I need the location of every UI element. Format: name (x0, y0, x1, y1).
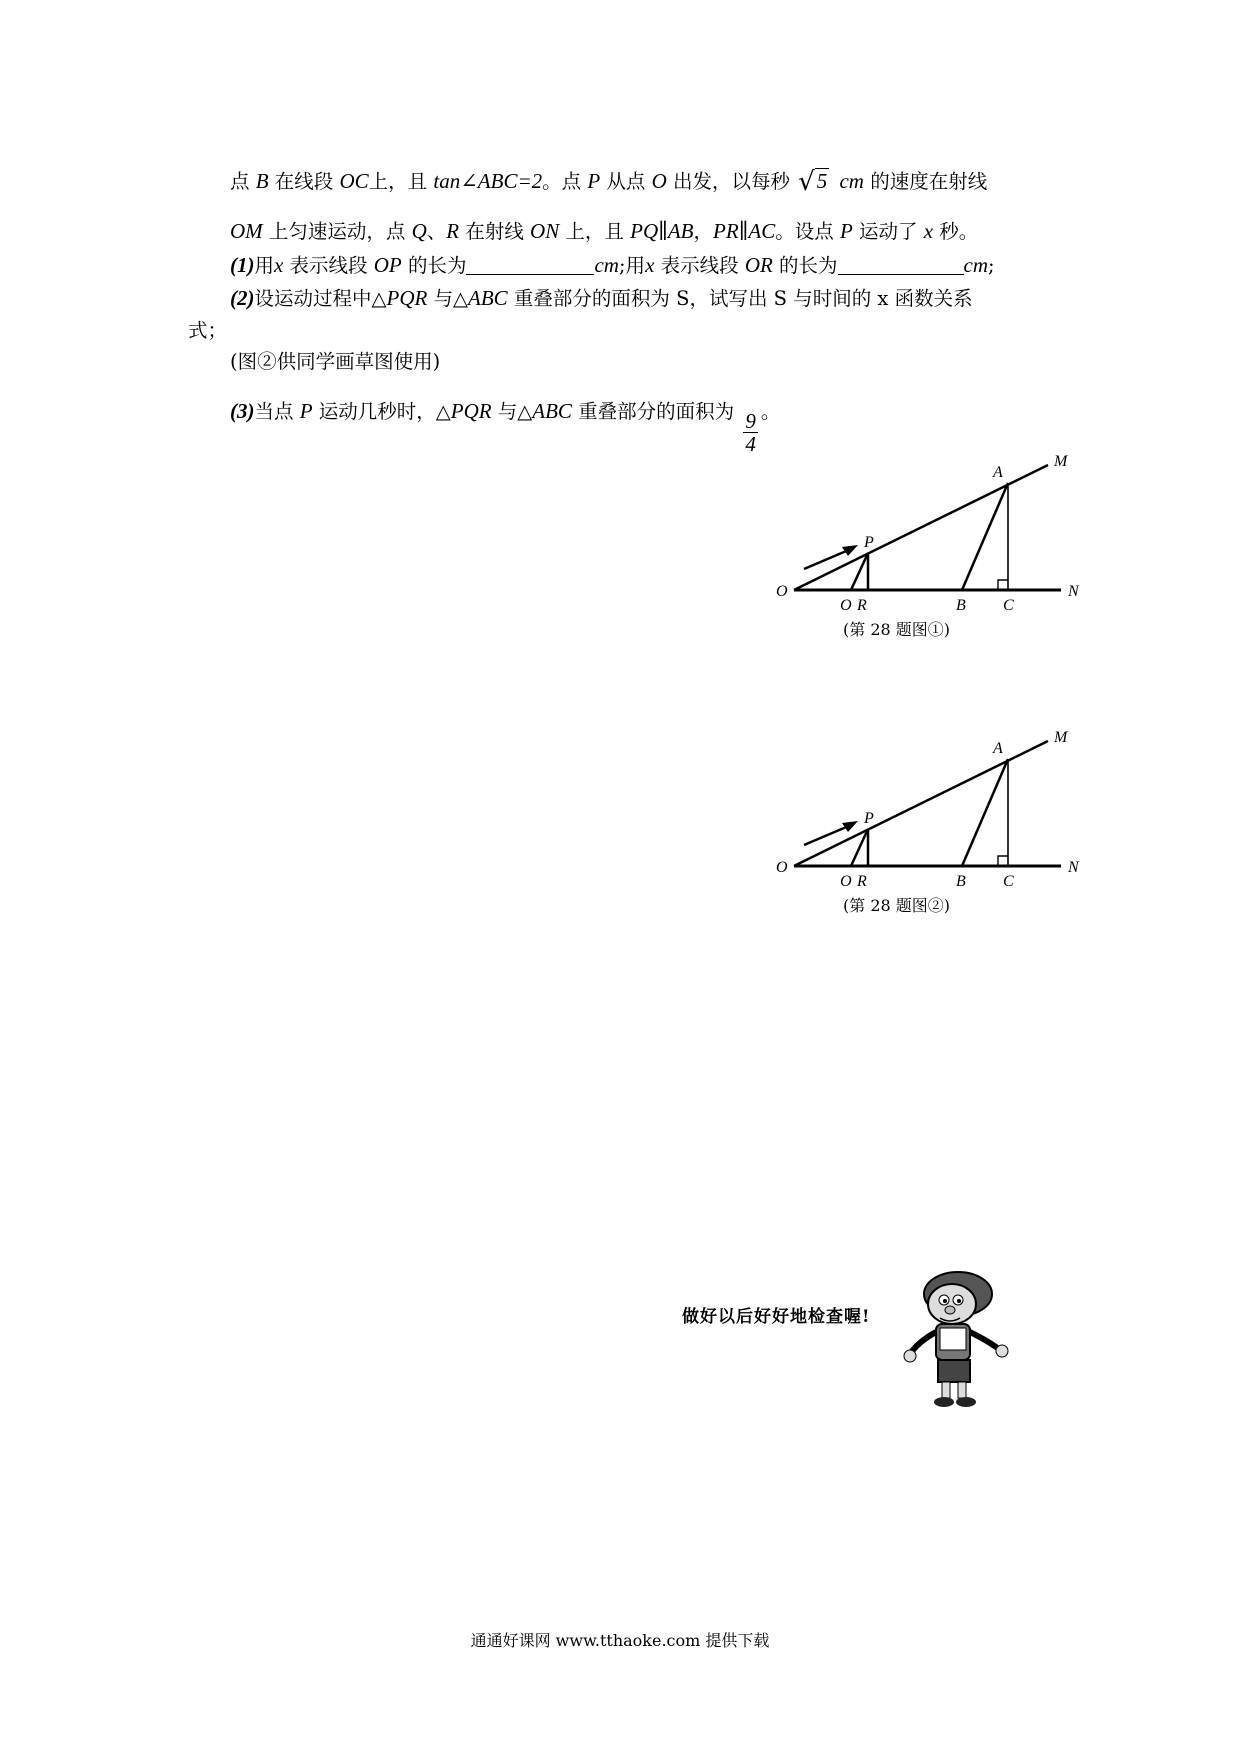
text: ; (988, 254, 995, 277)
text: 上匀速运动，点 (268, 220, 406, 243)
point-O: O (651, 169, 667, 193)
variable-x: x (923, 219, 934, 243)
text: 设运动过程中△ (254, 287, 387, 310)
text: 表示线段 (289, 254, 368, 277)
text: 。点 (542, 170, 582, 193)
text: 上，且 (368, 170, 428, 193)
question-number: (1) (230, 253, 255, 277)
tan-condition: tan∠ABC=2 (433, 169, 543, 193)
text: 上，且 (565, 220, 624, 243)
point-P: P (587, 169, 601, 193)
text: 用 (254, 254, 275, 277)
unit-cm: cm (963, 253, 989, 277)
text: 出发，以每秒 (672, 170, 790, 193)
segment-AB (962, 759, 1008, 866)
segment-OR: OR (744, 253, 773, 277)
text: 在射线 (465, 220, 524, 243)
label-C: C (1003, 873, 1014, 886)
triangle-PQR: PQR (386, 286, 428, 310)
question-2 (230, 284, 973, 313)
arrow-head-icon (842, 545, 858, 556)
text: 运动了 (858, 220, 918, 243)
parallel-PR-AC: PR∥AC (713, 219, 776, 243)
figure-2 (776, 731, 1086, 890)
text: 在线段 (274, 170, 334, 193)
unit-cm: cm (839, 169, 864, 193)
fraction-nine-fourths: $\frac{9}{4}$ (745, 409, 756, 456)
point-Q: Q (411, 219, 427, 243)
text: 的长为 (779, 254, 838, 277)
label-O: O (776, 583, 788, 600)
ray-OM (794, 741, 1048, 866)
figure-1-caption: (第 28 题图①) (843, 620, 951, 639)
ray-OM: OM (230, 219, 263, 243)
text: (图②供同学画草图使用) (230, 350, 441, 373)
answer-blank-or[interactable] (838, 256, 964, 275)
parallel-PQ-AB: PQ∥AB (630, 219, 694, 243)
label-Q: Q (840, 597, 852, 610)
text: 当点 (254, 400, 294, 423)
label-A: A (993, 464, 1003, 481)
text: 重叠部分的面积为 S，试写出 S 与时间的 x 函数关系 (513, 287, 973, 310)
segment-AB (962, 483, 1008, 590)
text: 从点 (606, 170, 646, 193)
label-B: B (956, 873, 966, 886)
footer-credit: 通通好课网 www.tthaoke.com 提供下载 (470, 1631, 770, 1650)
answer-blank-op[interactable] (466, 256, 594, 275)
point-P: P (839, 219, 853, 243)
text: 表示线段 (660, 254, 739, 277)
text: 重叠部分的面积为 (578, 400, 735, 423)
ray-OM (794, 465, 1048, 590)
label-P: P (864, 534, 874, 551)
label-A: A (993, 740, 1003, 757)
geometry-diagram-2 (776, 731, 1086, 886)
text: 点 (230, 170, 250, 193)
ray-ON: ON (530, 219, 560, 243)
label-M: M (1054, 731, 1068, 746)
label-Q: Q (840, 873, 852, 886)
point-B: B (255, 169, 269, 193)
question-1 (230, 251, 995, 280)
text: ， (693, 220, 714, 243)
text: 、 (426, 220, 447, 243)
triangle-ABC: ABC (468, 286, 508, 310)
segment-OC: OC (339, 169, 369, 193)
question-2-continued (188, 317, 227, 345)
figure-2-caption: (第 28 题图②) (843, 896, 951, 915)
label-P: P (864, 810, 874, 827)
check-reminder: 做好以后好好地检查喔! (682, 1307, 871, 1327)
label-O: O (776, 859, 788, 876)
text: 与△ (433, 287, 469, 310)
label-R: R (857, 873, 867, 886)
question-3 (230, 397, 780, 455)
question-number: (3) (230, 399, 255, 423)
text: 的长为 (407, 254, 467, 277)
question-number: (2) (230, 286, 255, 310)
variable-x: x (645, 253, 655, 277)
geometry-diagram-1 (776, 455, 1086, 610)
point-P: P (299, 399, 313, 423)
text: 。设点 (775, 220, 834, 243)
boy-mascot-icon (900, 1262, 1020, 1412)
problem-line-1 (230, 167, 987, 196)
point-R: R (446, 219, 460, 243)
label-N: N (1068, 859, 1079, 876)
label-C: C (1003, 597, 1014, 610)
problem-line-2 (230, 217, 978, 246)
unit-cm: cm (594, 253, 619, 277)
label-B: B (956, 597, 966, 610)
variable-x: x (274, 253, 284, 277)
text: 的速度在射线 (870, 170, 988, 193)
segment-OP: OP (373, 253, 402, 277)
triangle-ABC: ABC (532, 399, 572, 423)
arrow-head-icon (842, 821, 858, 832)
text: 与△ (497, 400, 533, 423)
sqrt-five: √5 (798, 167, 828, 197)
text: 。 (760, 400, 781, 423)
text: 秒。 (939, 220, 979, 243)
label-R: R (857, 597, 867, 610)
sketch-note (230, 348, 440, 376)
label-N: N (1068, 583, 1079, 600)
text: 运动几秒时，△ (318, 400, 451, 423)
triangle-PQR: PQR (450, 399, 492, 423)
figure-1 (776, 455, 1086, 614)
cartoon-boy-mascot (900, 1262, 1020, 1412)
text: ;用 (618, 254, 646, 277)
label-M: M (1054, 455, 1068, 470)
text: 式； (188, 319, 228, 342)
